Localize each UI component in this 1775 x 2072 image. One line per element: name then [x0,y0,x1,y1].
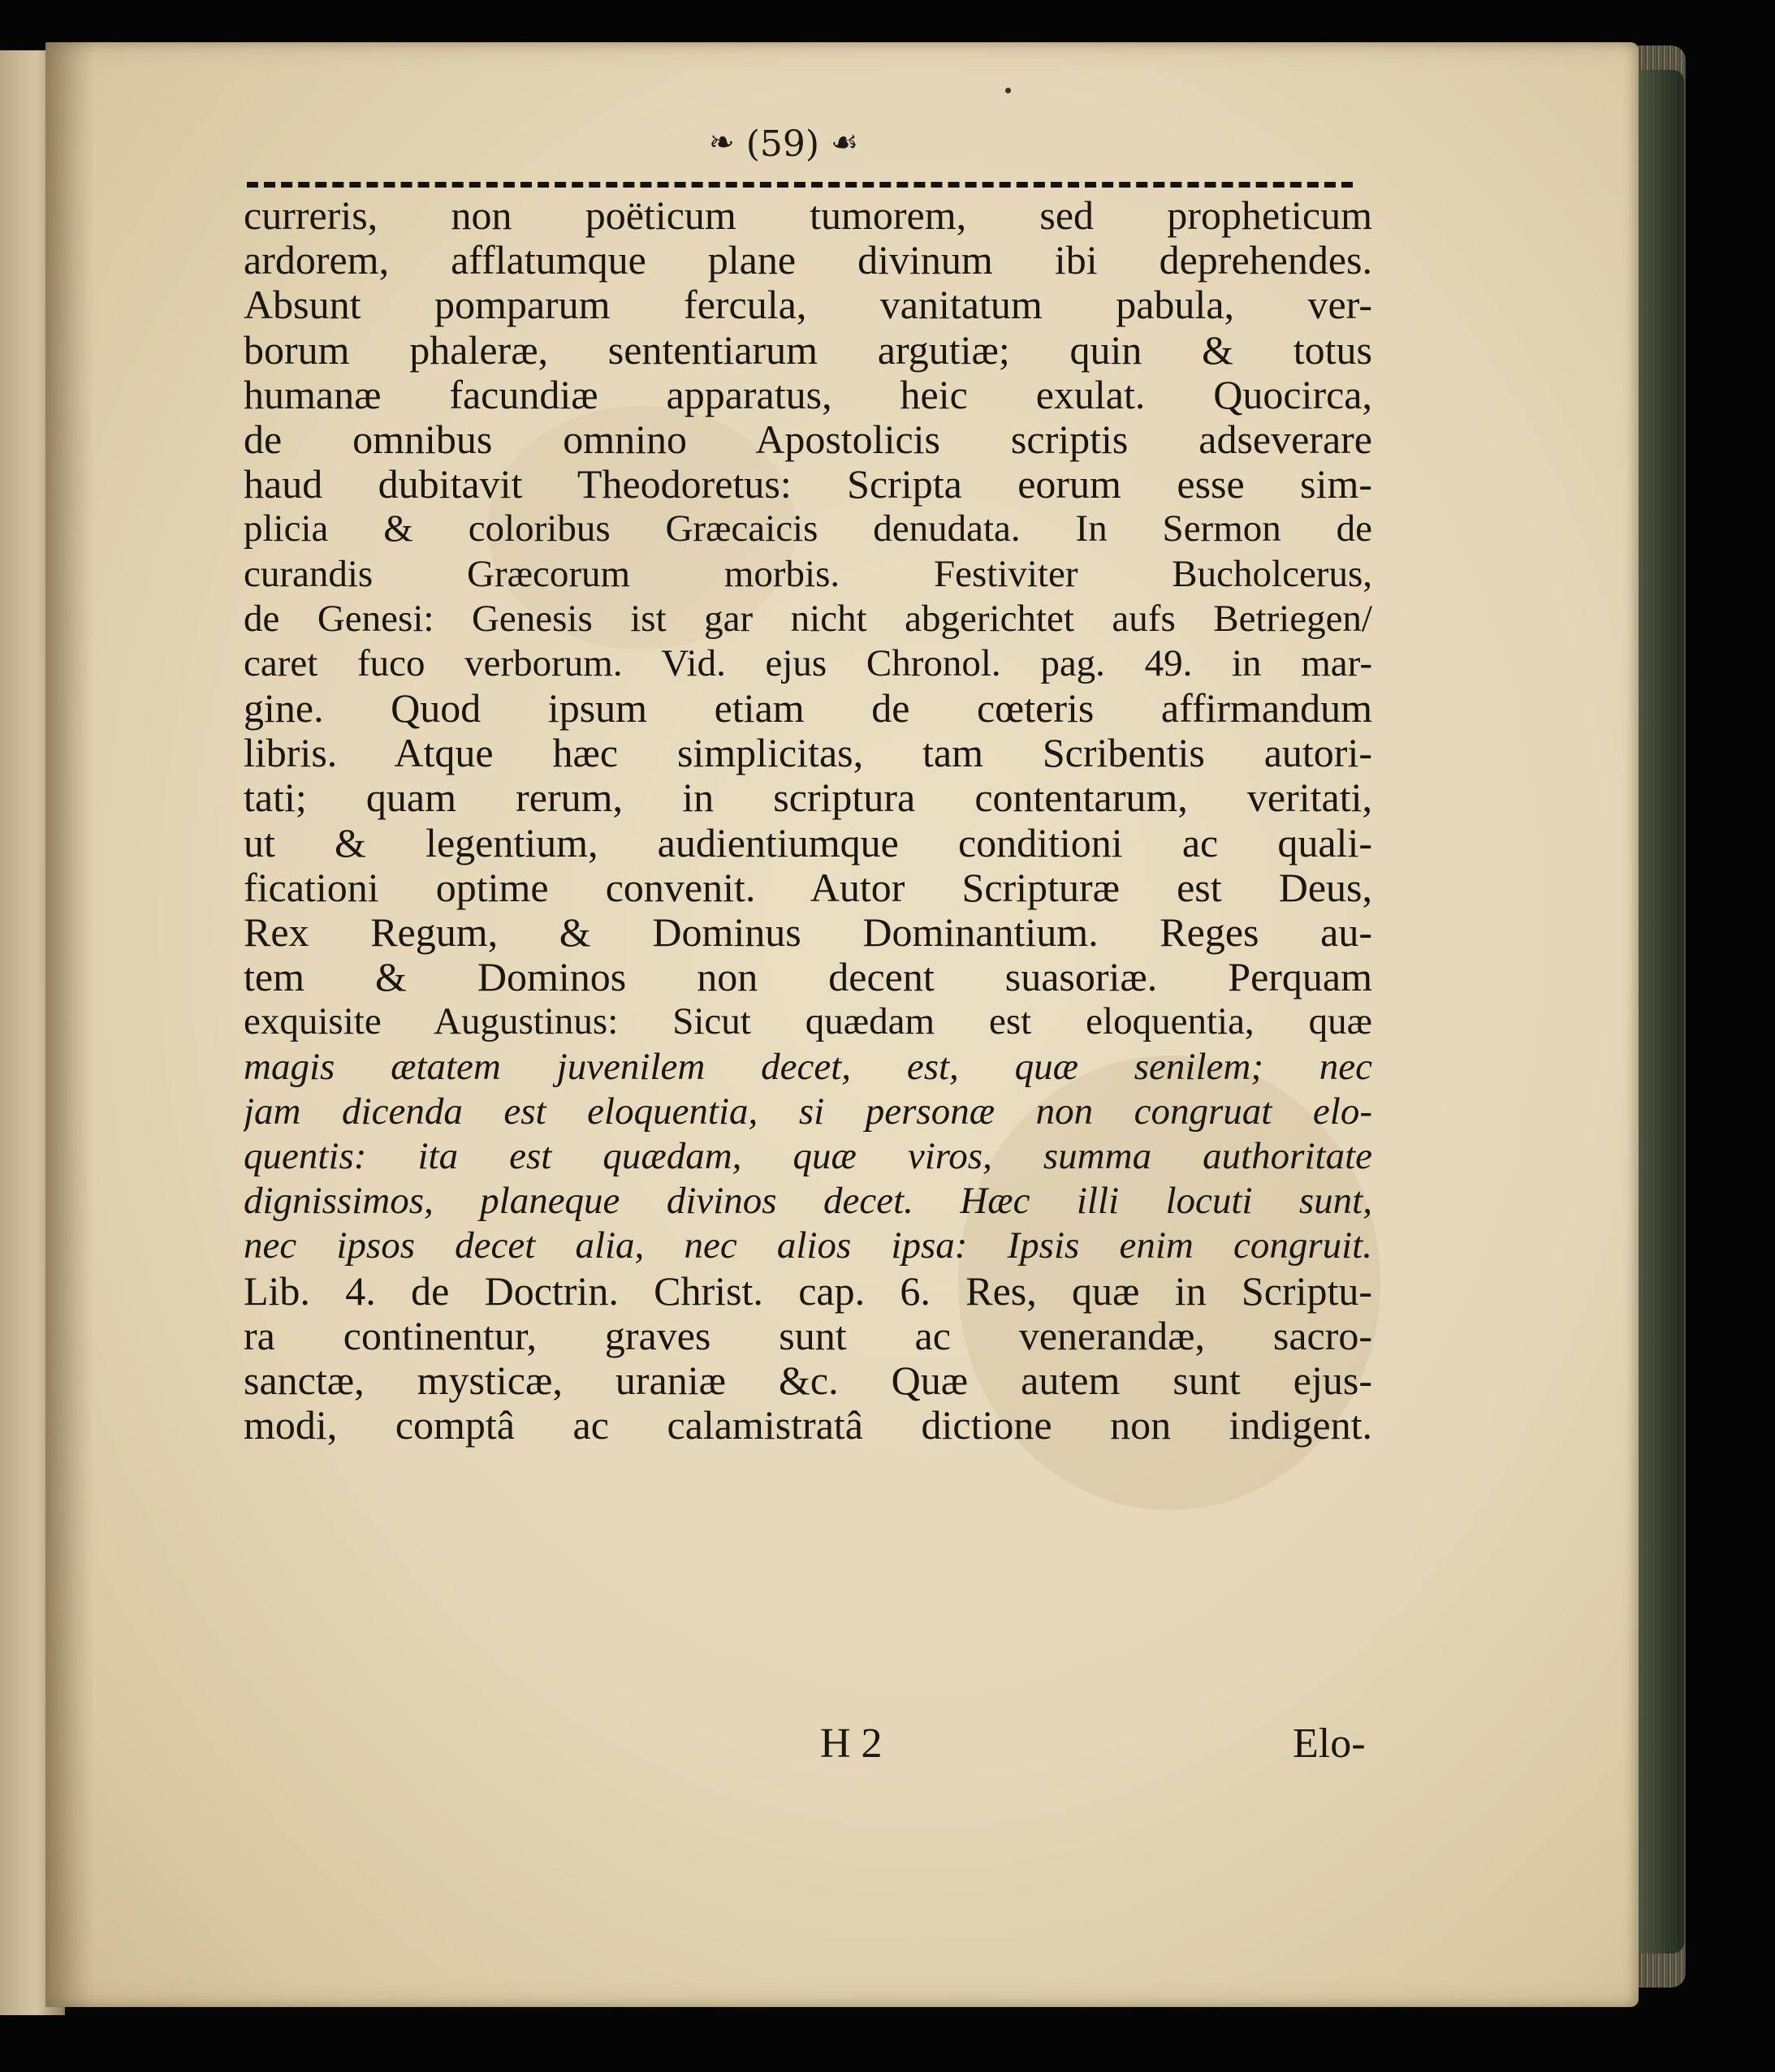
text-line: modi, comptâ ac calamistratâ dictione non indigent. [244,1403,1372,1448]
text-line: de omnibus omnino Apostolicis scriptis adseverare [244,417,1372,462]
text-line: magis ætatem juvenilem decet, est, quæ senilem; nec [244,1045,1372,1088]
catchword: Elo- [1293,1720,1366,1767]
text-line: exquisite Augustinus: Sicut quædam est eloquentia, quæ [244,1000,1372,1043]
text-line: humanæ facundiæ apparatus, heic exulat. Quocirca, [244,372,1372,417]
header-rule [247,182,1353,188]
signature-mark: H 2 [820,1720,883,1767]
page-gutter-shadow [45,42,94,2007]
header-ornament-left-icon: ❧ [708,124,735,160]
text-line: dignissimos, planeque divinos decet. Hæc illi locuti sunt, [244,1180,1372,1223]
text-line: sanctæ, mysticæ, uraniæ &c. Quæ autem sunt ejus- [244,1358,1372,1403]
text-line: borum phaleræ, sententiarum argutiæ; quin & totus [244,327,1372,373]
text-line: caret fuco verborum. Vid. ejus Chronol. pag. 49. in mar- [244,641,1372,684]
ink-dot [1005,88,1011,93]
text-line: de Genesi: Genesis ist gar nicht abgerichtet aufs Betriegen/ [244,597,1372,640]
text-line: haud dubitavit Theodoretus: Scripta eorum esse sim- [244,462,1372,507]
text-line: curreris, non poëticum tumorem, sed propheticum [244,193,1372,238]
page-number: (59) [745,123,820,165]
text-line: ficationi optime convenit. Autor Scripturæ est Deus, [244,865,1372,910]
text-line: ut & legentium, audientiumque conditioni ac quali- [244,820,1372,865]
text-line: Absunt pomparum fercula, vanitatum pabula, ver- [244,283,1372,328]
text-line: tati; quam rerum, in scriptura contentarum, veritati, [244,775,1372,821]
text-line: ra continentur, graves sunt ac venerandæ, sacro- [244,1313,1372,1358]
header-ornament-right-icon: ☙ [831,124,859,160]
text-line: plicia & coloribus Græcaicis denudata. In Sermon de [244,507,1372,550]
text-line: jam dicenda est eloquentia, si personæ non congruat elo- [244,1090,1372,1133]
page-stack-shadow [1635,70,1684,1953]
text-line: ardorem, afflatumque plane divinum ibi deprehendes. [244,238,1372,283]
text-line: quentis: ita est quædam, quæ viros, summa authoritate [244,1134,1372,1177]
text-line: libris. Atque hæc simplicitas, tam Scribentis autori- [244,731,1372,776]
text-line: curandis Græcorum morbis. Festiviter Bucholcerus, [244,552,1372,595]
text-line: Lib. 4. de Doctrin. Christ. cap. 6. Res, quæ in Scriptu- [244,1268,1372,1314]
page-header [637,123,930,180]
text-line: nec ipsos decet alia, nec alios ipsa: Ipsis enim congruit. [244,1224,1372,1267]
text-line: tem & Dominos non decent suasoriæ. Perquam [244,955,1372,1000]
text-line: Rex Regum, & Dominus Dominantium. Reges au- [244,910,1372,955]
body-text [244,193,1372,1448]
text-line: gine. Quod ipsum etiam de cœteris affirmandum [244,686,1372,732]
